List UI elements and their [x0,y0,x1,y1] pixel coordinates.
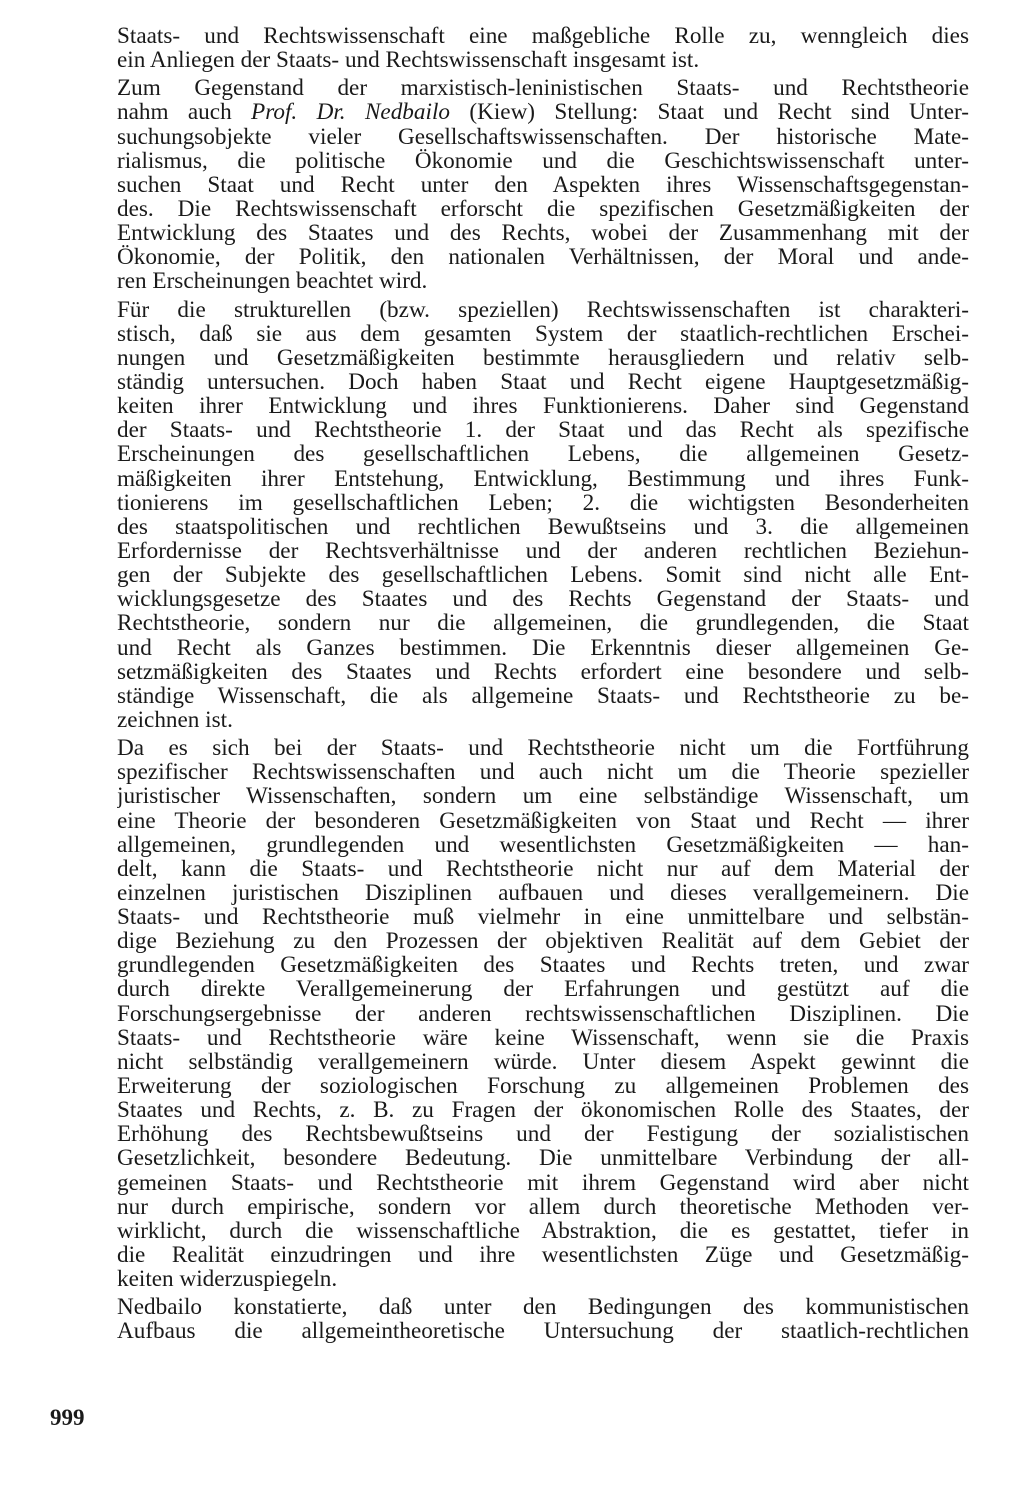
text-line-with-emphasis [117,100,969,124]
text-line: Staats- und Rechtstheorie muß vielmehr in eine unmittelbare und selbstän- [117,905,969,930]
text-line: nur durch empirische, sondern vor allem durch theoretische Methoden ver- [117,1194,969,1219]
text-line: ständige Wissenschaft, die als allgemeine Staats- und Rechtstheorie zu be- [117,683,969,708]
text-line: Ökonomie, der Politik, den nationalen Verhältnissen, der Moral und ande- [117,245,969,270]
text-line: mäßigkeiten ihrer Entstehung, Entwicklung, Bestimmung und ihres Funk- [117,466,969,491]
text-line: Forschungsergebnisse der anderen rechtswissenschaftlichen Disziplinen. Die [117,1001,969,1026]
text-line: eine Theorie der besonderen Gesetzmäßigkeiten von Staat und Recht — ihrer [117,808,969,833]
text-line: Erscheinungen des gesellschaftlichen Lebens, die allgemeinen Gesetz- [117,442,969,467]
text-line: durch direkte Verallgemeinerung der Erfahrungen und gestützt auf die [117,977,969,1002]
text-line: Nedbailo konstatierte, daß unter den Bedingungen des kommunistischen [117,1295,969,1320]
text-line: Erweiterung der soziologischen Forschung zu allgemeinen Problemen des [117,1074,969,1099]
paragraph-2 [117,76,969,293]
text-line: der Staats- und Rechtstheorie 1. der Staat und das Recht als spezifische [117,418,969,443]
text-line: gen der Subjekte des gesellschaftlichen Lebens. Somit sind nicht alle Ent- [117,563,969,588]
text-line: grundlegenden Gesetzmäßigkeiten des Staates und Rechts treten, und zwar [117,953,969,978]
text-line: Gesetzlichkeit, besondere Bedeutung. Die unmittelbare Verbindung der all- [117,1146,969,1171]
text-line: keiten widerzuspiegeln. [117,1267,338,1292]
text-line: einzelnen juristischen Disziplinen aufbauen und dieses verallgemeinern. Die [117,880,969,906]
text-line: wirklicht, durch die wissenschaftliche Abstraktion, die es gestattet, tiefer in [117,1218,969,1244]
text-line: die Realität einzudringen und ihre wesentlichsten Züge und Gesetzmäßig- [117,1243,969,1268]
text-line: stisch, daß sie aus dem gesamten System der staatlich-rechtlichen Erschei- [117,321,969,346]
page-body [117,24,969,1344]
text-line: tionierens im gesellschaftlichen Leben; 2. die wichtigsten Besonderheiten [117,490,969,515]
text-line: des. Die Rechtswissenschaft erforscht die spezifischen Gesetzmäßigkeiten der [117,196,969,222]
paragraph-3 [117,298,969,733]
paragraph-1 [117,24,969,72]
text-line: ständig untersuchen. Doch haben Staat und Recht eigene Hauptgesetzmäßig- [117,369,969,395]
text-fragment: nahm auch [117,100,252,125]
text-line: wicklungsgesetze des Staates und des Rechts Gegenstand der Staats- und [117,587,969,612]
paragraph-4 [117,736,969,1291]
text-line: Da es sich bei der Staats- und Rechtstheorie nicht um die Fortführung [117,736,969,761]
text-line: nicht selbständig verallgemeinern würde. Unter diesem Aspekt gewinnt die [117,1049,969,1075]
author-name-emphasis: Prof. Dr. Nedbailo [251,100,450,125]
text-line: gemeinen Staats- und Rechtstheorie mit ihrem Gegenstand wird aber nicht [117,1170,969,1195]
text-line: spezifischer Rechtswissenschaften und auch nicht um die Theorie spezieller [117,760,969,785]
text-line: nungen und Gesetzmäßigkeiten bestimmte herausgliedern und relativ selb- [117,345,969,370]
text-line: Zum Gegenstand der marxistisch-leninistischen Staats- und Rechtstheorie [117,76,969,101]
text-line: setzmäßigkeiten des Staates und Rechts erfordert eine besondere und selb- [117,659,969,684]
text-line: keiten ihrer Entwicklung und ihres Funktionierens. Daher sind Gegenstand [117,394,969,419]
text-line: Für die strukturellen (bzw. speziellen) Rechtswissenschaften ist charakteri- [117,297,969,322]
text-line: ein Anliegen der Staats- und Rechtswissenschaft insgesamt ist. [117,48,700,73]
text-line: und Recht als Ganzes bestimmen. Die Erkenntnis dieser allgemeinen Ge- [117,635,969,660]
text-line: ren Erscheinungen beachtet wird. [117,269,428,294]
text-line: suchen Staat und Recht unter den Aspekten ihres Wissenschaftsgegenstan- [117,172,969,197]
text-line: Entwicklung des Staates und des Rechts, wobei der Zusammenhang mit der [117,221,969,246]
page-number: 999 [50,1405,85,1430]
text-line: allgemeinen, grundlegenden und wesentlichsten Gesetzmäßigkeiten — han- [117,832,969,857]
text-line: suchungsobjekte vieler Gesellschaftswissenschaften. Der historische Mate- [117,124,969,149]
text-line: juristischer Wissenschaften, sondern um eine selbständige Wissenschaft, um [117,784,969,809]
text-line: rialismus, die politische Ökonomie und die Geschichtswissenschaft unter- [117,148,969,173]
text-line: dige Beziehung zu den Prozessen der objektiven Realität auf dem Gebiet der [117,929,969,954]
text-line: Staats- und Rechtswissenschaft eine maßgebliche Rolle zu, wenngleich dies [117,24,969,49]
text-line: Staates und Rechts, z. B. zu Fragen der ökonomischen Rolle des Staates, der [117,1098,969,1123]
text-line: Rechtstheorie, sondern nur die allgemeinen, die grundlegenden, die Staat [117,611,969,636]
text-line: Aufbaus die allgemeintheoretische Untersuchung der staatlich-rechtlichen [117,1319,969,1344]
text-line: Erhöhung des Rechtsbewußtseins und der Festigung der sozialistischen [117,1122,969,1147]
text-line: zeichnen ist. [117,707,233,733]
paragraph-5 [117,1295,969,1343]
text-line: Staats- und Rechtstheorie wäre keine Wissenschaft, wenn sie die Praxis [117,1025,969,1050]
text-line: des staatspolitischen und rechtlichen Bewußtseins und 3. die allgemeinen [117,514,969,539]
text-fragment: (Kiew) [449,100,555,125]
text-line: Erfordernisse der Rechtsverhältnisse und der anderen rechtlichen Beziehun- [117,538,969,564]
text-line: delt, kann die Staats- und Rechtstheorie nicht nur auf dem Material der [117,856,969,881]
text-fragment: Stellung: Staat und Recht sind Unter- [554,100,969,125]
